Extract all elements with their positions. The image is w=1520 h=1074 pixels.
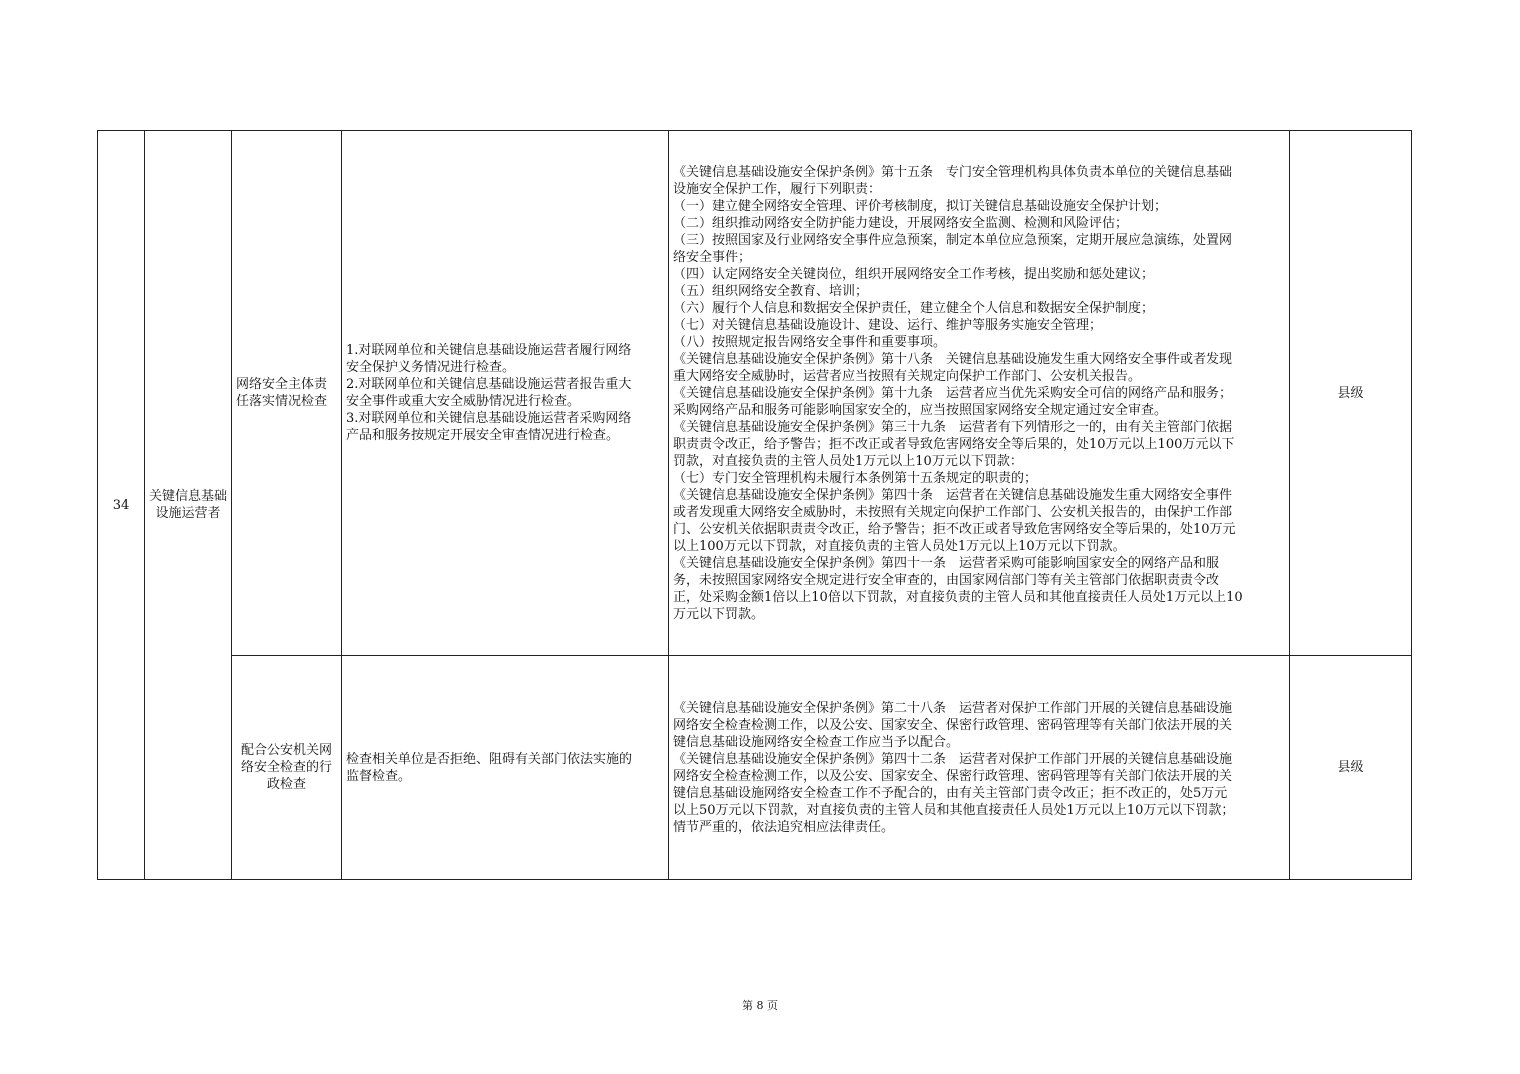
text-line: （八）按照规定报告网络安全事件和重要事项。 (673, 334, 947, 350)
text-line: 1.对联网单位和关键信息基础设施运营者履行网络 (346, 343, 632, 358)
text-line: 设施安全保护工作，履行下列职责： (673, 181, 882, 197)
text-line: 罚款，对直接负责的主管人员处1万元以上10万元以下罚款： (673, 453, 1023, 469)
page-number: 第 8 页 (742, 999, 778, 1012)
legal-basis (669, 131, 1290, 656)
text-line: （七）对关键信息基础设施设计、建设、运行、维护等服务实施安全管理； (673, 317, 1103, 333)
text-line: 2.对联网单位和关键信息基础设施运营者报告重大 (346, 377, 632, 392)
basis-lines (673, 164, 1285, 623)
text-line: 安全事件或重大安全威胁情况进行检查。 (346, 394, 581, 409)
row-number: 34 (98, 131, 145, 880)
text-line: （七）专门安全管理机构未履行本条例第十五条规定的职责的； (673, 470, 1038, 486)
content-lines (346, 751, 664, 785)
text-line: 键信息基础设施网络安全检查工作不予配合的，由有关主管部门责令改正；拒不改正的，处5万元 (673, 785, 1228, 801)
text-line: 情节严重的，依法追究相应法律责任。 (673, 819, 895, 835)
text-line: 网络安全检查检测工作，以及公安、国家安全、保密行政管理、密码管理等有关部门依法开展的关 (673, 717, 1233, 733)
jurisdiction-level: 县级 (1290, 656, 1412, 880)
text-line: 《关键信息基础设施安全保护条例》第四十条 运营者在关键信息基础设施发生重大网络安全事件 (673, 487, 1233, 503)
text-line: 检查相关单位是否拒绝、阻碍有关部门依法实施的 (346, 751, 633, 767)
text-line: （四）认定网络安全关键岗位，组织开展网络安全工作考核，提出奖励和惩处建议； (673, 266, 1155, 282)
inspection-table (97, 130, 1412, 880)
jurisdiction-level: 县级 (1290, 131, 1412, 656)
text-line: 正，处采购金额1倍以上10倍以下罚款，对直接负责的主管人员和其他直接责任人员处1万元以上10 (673, 589, 1243, 605)
text-line: （三）按照国家及行业网络安全事件应急预案，制定本单位应急预案，定期开展应急演练，处置网 (673, 232, 1233, 248)
basis-lines (673, 700, 1285, 836)
text-line: 《关键信息基础设施安全保护条例》第十八条 关键信息基础设施发生重大网络安全事件或者发现 (673, 351, 1233, 367)
text-line: 《关键信息基础设施安全保护条例》第四十二条 运营者对保护工作部门开展的关键信息基础设施 (673, 751, 1233, 767)
inspection-content (342, 131, 669, 656)
text-line: 3.对联网单位和关键信息基础设施运营者采购网络 (346, 411, 632, 426)
text-line: 门、公安机关依据职责责令改正，给予警告；拒不改正或者导致危害网络安全等后果的，处10万元 (673, 521, 1236, 537)
text-line: 《关键信息基础设施安全保护条例》第四十一条 运营者采购可能影响国家安全的网络产品和服 (673, 555, 1220, 571)
text-line: 键信息基础设施网络安全检查工作应当予以配合。 (673, 734, 960, 750)
text-line: 职责责令改正，给予警告；拒不改正或者导致危害网络安全等后果的，处10万元以上100万元以下 (673, 436, 1235, 452)
table-row (98, 131, 1412, 656)
text-line: （五）组织网络安全教育、培训； (673, 283, 869, 299)
text-line: 务，未按照国家网络安全规定进行安全审查的，由国家网信部门等有关主管部门依据职责责令改 (673, 572, 1220, 588)
text-line: （六）履行个人信息和数据安全保护责任，建立健全个人信息和数据安全保护制度； (673, 300, 1155, 316)
text-line: 《关键信息基础设施安全保护条例》第十九条 运营者应当优先采购安全可信的网络产品和服务； (673, 385, 1233, 401)
text-line: 网络安全检查检测工作，以及公安、国家安全、保密行政管理、密码管理等有关部门依法开展的关 (673, 768, 1233, 784)
inspection-object: 关键信息基础设施运营者 (145, 131, 232, 880)
text-line: 以上50万元以下罚款，对直接负责的主管人员和其他直接责任人员处1万元以上10万元以下罚款； (673, 802, 1235, 818)
text-line: 络安全事件； (673, 249, 752, 265)
text-line: 重大网络安全威胁时，运营者应当按照有关规定向保护工作部门、公安机关报告。 (673, 368, 1142, 384)
inspection-content (342, 656, 669, 880)
text-line: （一）建立健全网络安全管理、评价考核制度，拟订关键信息基础设施安全保护计划； (673, 198, 1168, 214)
text-line: 产品和服务按规定开展安全审查情况进行检查。 (346, 428, 620, 443)
text-line: 安全保护义务情况进行检查。 (346, 360, 516, 375)
inspection-item: 配合公安机关网络安全检查的行政检查 (232, 656, 342, 880)
legal-basis (669, 656, 1290, 880)
text-line: 《关键信息基础设施安全保护条例》第二十八条 运营者对保护工作部门开展的关键信息基础设施 (673, 700, 1233, 716)
inspection-item: 网络安全主体责任落实情况检查 (232, 131, 342, 656)
text-line: （二）组织推动网络安全防护能力建设，开展网络安全监测、检测和风险评估； (673, 215, 1129, 231)
text-line: 或者发现重大网络安全威胁时，未按照有关规定向保护工作部门、公安机关报告的，由保护工作部 (673, 504, 1233, 520)
text-line: 采购网络产品和服务可能影响国家安全的，应当按照国家网络安全规定通过安全审查。 (673, 402, 1168, 418)
table-row (98, 656, 1412, 880)
text-line: 监督检查。 (346, 768, 412, 784)
text-line: 《关键信息基础设施安全保护条例》第三十九条 运营者有下列情形之一的，由有关主管部门依据 (673, 419, 1233, 435)
text-line: 万元以下罚款。 (673, 606, 765, 622)
text-line: 以上100万元以下罚款，对直接负责的主管人员处1万元以上10万元以下罚款。 (673, 538, 1126, 554)
content-lines (346, 342, 664, 444)
text-line: 《关键信息基础设施安全保护条例》第十五条 专门安全管理机构具体负责本单位的关键信息基础 (673, 164, 1233, 180)
